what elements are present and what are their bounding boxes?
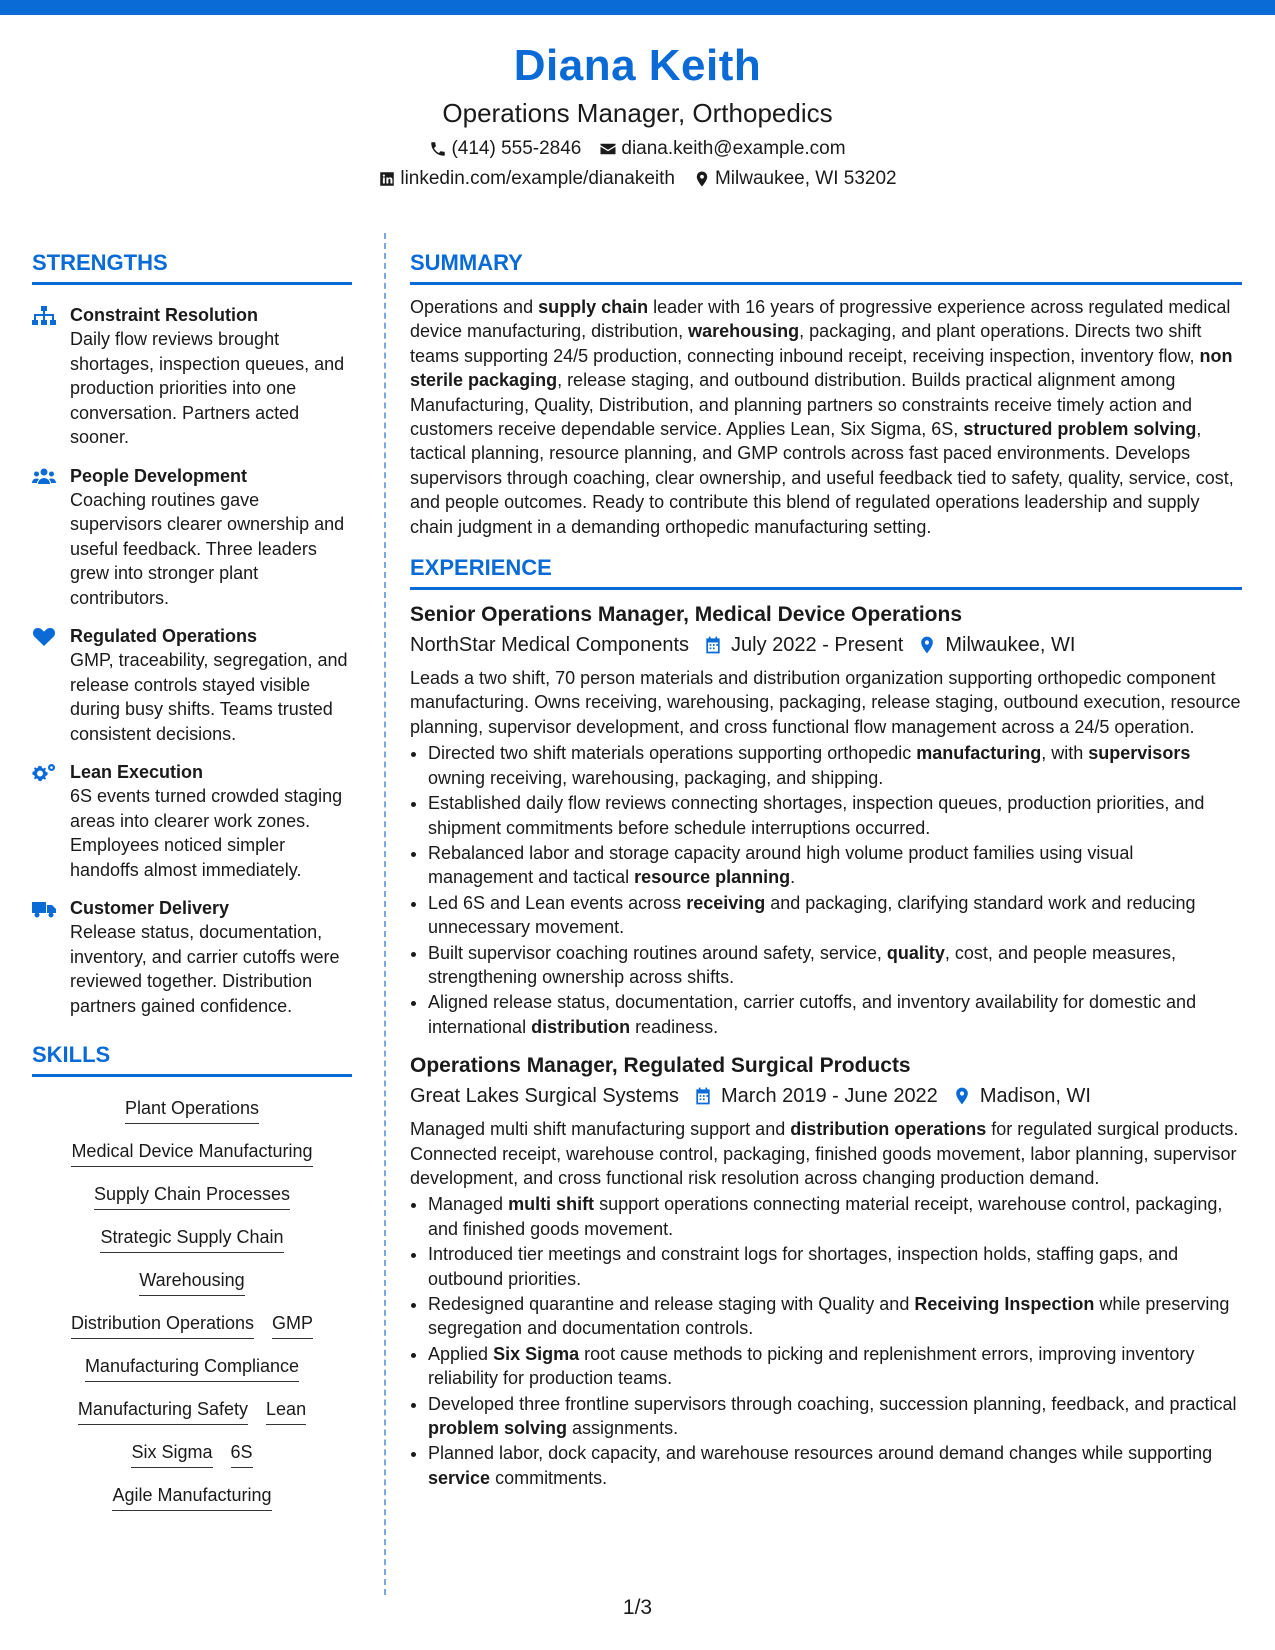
job-location — [917, 630, 1075, 660]
top-accent-bar — [0, 0, 1275, 15]
skill-tag: Lean — [266, 1396, 306, 1425]
skill-tag: Strategic Supply Chain — [100, 1224, 283, 1253]
bold-text: Six Sigma — [493, 1343, 580, 1364]
text-segment: owning receiving, warehousing, packaging, and shipping. — [428, 767, 884, 788]
resume-header — [0, 40, 1275, 194]
job-bullet — [428, 1192, 1242, 1241]
text-segment: . — [790, 867, 796, 888]
map-pin-icon — [917, 635, 937, 655]
job-description: Leads a two shift, 70 person materials and distribution organization supporting orthopedic component manufacturing. Owns receiving, warehousing, packaging, release staging, outbound execution, resource planning, supervisor development, and cross functional flow management across a 24/5 operation. — [410, 668, 1241, 737]
job-entry — [410, 600, 1242, 1039]
job-bullets — [410, 1192, 1242, 1490]
skill-row — [32, 1267, 352, 1296]
job-dates-text: March 2019 - June 2022 — [721, 1085, 938, 1108]
strength-desc: 6S events turned crowded staging areas into clearer work zones. Employees noticed simpler handoffs almost immediately. — [70, 786, 343, 880]
text-segment: while preserving segregation and documentation controls. — [428, 1294, 1230, 1339]
strength-title: Customer Delivery — [70, 898, 230, 918]
heart-icon — [32, 627, 56, 647]
bold-text: distribution — [531, 1016, 631, 1037]
job-dates — [693, 1081, 938, 1111]
text-segment: and packaging, clarifying standard work and reducing unnecessary movement. — [428, 892, 1196, 938]
skill-tag: Manufacturing Compliance — [85, 1353, 299, 1382]
skills-list — [32, 1095, 352, 1511]
job-bullets — [410, 741, 1242, 1039]
linkedin-text: linkedin.com/example/dianakeith — [400, 168, 675, 189]
candidate-role: Operations Manager, Orthopedics — [442, 98, 833, 128]
users-icon — [32, 467, 56, 487]
strength-item — [32, 303, 352, 450]
text-segment: Managed — [428, 1194, 509, 1215]
bold-text: receiving — [686, 892, 766, 913]
calendar-icon — [703, 635, 723, 655]
bold-text: non sterile packaging — [410, 345, 1233, 391]
skill-tag: GMP — [272, 1310, 313, 1339]
text-segment: Rebalanced labor and storage capacity around high volume product families using visual management and tactical — [428, 842, 1134, 888]
job-bullet — [428, 741, 1242, 790]
skill-row — [32, 1482, 352, 1511]
text-segment: for regulated surgical products. Connected receipt, warehouse control, packaging, finished goods movement, labor planning, supervisor development, and cross functional risk resolution across changing production demand. — [410, 1119, 1239, 1188]
skill-tag: Distribution Operations — [71, 1310, 254, 1339]
text-segment: root cause methods to picking and replenishment errors, improving inventory reliability for production teams. — [428, 1343, 1195, 1389]
phone-text: (414) 555-2846 — [451, 138, 582, 159]
contact-email[interactable] — [599, 134, 845, 164]
candidate-name: Diana Keith — [513, 41, 762, 90]
skill-tag: Plant Operations — [125, 1095, 259, 1124]
skills-heading: SKILLS — [32, 1040, 352, 1077]
job-title: Operations Manager, Regulated Surgical Products — [410, 1054, 911, 1078]
text-segment: Aligned release status, documentation, carrier cutoffs, and inventory availability for domestic and international — [428, 992, 1197, 1037]
contact-phone — [429, 134, 581, 164]
sitemap-icon — [32, 306, 56, 326]
map-pin-icon — [952, 1086, 972, 1106]
contact-location — [693, 164, 897, 194]
job-bullet — [428, 891, 1242, 940]
skill-tag: 6S — [231, 1439, 253, 1468]
skill-row — [32, 1224, 352, 1253]
text-segment: Led 6S and Lean events across — [428, 892, 687, 913]
job-location — [952, 1081, 1091, 1111]
location-text: Milwaukee, WI 53202 — [714, 168, 897, 189]
skill-row — [32, 1138, 352, 1167]
gears-icon — [32, 763, 56, 783]
skill-row — [32, 1396, 352, 1425]
bold-text: resource planning — [634, 867, 791, 888]
skill-tag: Agile Manufacturing — [112, 1482, 271, 1511]
text-segment: Established daily flow reviews connecting shortages, inspection queues, production priorities, and shipment commitments before schedule interruptions occurred. — [428, 793, 1205, 838]
job-title: Senior Operations Manager, Medical Device Operations — [410, 603, 963, 627]
experience-heading: EXPERIENCE — [410, 553, 1242, 590]
job-location-text: Milwaukee, WI — [945, 634, 1076, 657]
right-column — [410, 248, 1242, 1491]
skill-row — [32, 1095, 352, 1124]
strength-desc: Coaching routines gave supervisors clearer ownership and useful feedback. Three leaders grew into stronger plant contributors. — [70, 489, 345, 608]
text-segment: Built supervisor coaching routines around safety, service, — [428, 942, 887, 963]
text-segment: Introduced tier meetings and constraint logs for shortages, inspection holds, staffing gaps, and outbound priorities. — [428, 1244, 1179, 1289]
job-bullet — [428, 1242, 1242, 1291]
page-number: 1/3 — [622, 1596, 653, 1619]
skill-tag: Medical Device Manufacturing — [71, 1138, 312, 1167]
text-segment: Developed three frontline supervisors through coaching, succession planning, feedback, and practical — [428, 1393, 1237, 1414]
summary-heading: SUMMARY — [410, 248, 1242, 285]
calendar-icon — [693, 1086, 713, 1106]
job-bullet — [428, 990, 1242, 1039]
skill-tag: Warehousing — [139, 1267, 244, 1296]
skill-row — [32, 1310, 352, 1339]
map-pin-icon — [693, 170, 711, 188]
bold-text: warehousing — [688, 321, 800, 342]
strength-item — [32, 760, 352, 882]
job-entry — [410, 1051, 1242, 1490]
skill-row — [32, 1439, 352, 1468]
text-segment: Applied — [428, 1343, 494, 1364]
job-location-text: Madison, WI — [979, 1085, 1091, 1108]
text-segment: support operations connecting material receipt, warehouse control, packaging, and finished goods movement. — [428, 1194, 1223, 1239]
job-bullet — [428, 1441, 1242, 1490]
strength-item — [32, 464, 352, 611]
bold-text: Receiving Inspection — [914, 1294, 1095, 1314]
strength-desc: Daily flow reviews brought shortages, inspection queues, and production priorities into one conversation. Partners acted sooner. — [70, 329, 345, 447]
company-name: Great Lakes Surgical Systems — [410, 1085, 679, 1108]
contact-row-1 — [0, 134, 1275, 164]
job-meta — [410, 1081, 1242, 1111]
bold-text: distribution operations — [790, 1119, 987, 1140]
skill-row — [32, 1181, 352, 1210]
text-segment: leader with 16 years of progressive experience across regulated medical device manufacturing, distribution, — [410, 297, 1231, 342]
column-divider — [384, 233, 386, 1595]
text-segment: Planned labor, dock capacity, and warehouse resources around demand changes while supporting — [428, 1443, 1213, 1464]
text-segment: Operations and — [410, 297, 539, 317]
job-bullet — [428, 841, 1242, 890]
strength-item — [32, 624, 352, 746]
left-column — [32, 248, 352, 1525]
bold-text: supervisors — [1088, 743, 1191, 764]
email-text: diana.keith@example.com — [621, 138, 846, 159]
company-name: NorthStar Medical Components — [410, 634, 690, 657]
job-bullet — [428, 791, 1242, 840]
job-description — [410, 1117, 1242, 1190]
bold-text: problem solving — [428, 1418, 568, 1439]
strength-desc: Release status, documentation, inventory, and carrier cutoffs were reviewed together. Distribution partners gained confidence. — [70, 922, 340, 1016]
job-bullet — [428, 1342, 1242, 1391]
linkedin-icon — [378, 170, 396, 188]
strengths-heading: STRENGTHS — [32, 248, 352, 285]
bold-text: multi shift — [508, 1194, 595, 1215]
job-dates — [703, 630, 903, 660]
bold-text: service — [428, 1467, 491, 1488]
text-segment: , packaging, and plant operations. Directs two shift teams supporting 24/5 production, connecting inbound receipt, receiving inspection, inventory flow, — [410, 321, 1202, 366]
phone-icon — [429, 140, 447, 158]
job-bullet — [428, 941, 1242, 990]
text-segment: readiness. — [630, 1016, 719, 1037]
strength-item — [32, 896, 352, 1018]
job-bullet — [428, 1392, 1242, 1441]
contact-row-2 — [0, 164, 1275, 194]
strength-desc: GMP, traceability, segregation, and release controls stayed visible during busy shifts. Teams trusted consistent decisions. — [70, 650, 348, 744]
skill-tag: Manufacturing Safety — [78, 1396, 248, 1425]
strength-title: People Development — [70, 465, 248, 486]
text-segment: assignments. — [567, 1418, 679, 1439]
text-segment: , tactical planning, resource planning, and GMP controls across fast paced environments. Develops supervisors through coaching, clear ownership, and useful feedback tied to safety, quality, service, cost, and people outcomes. Ready to contribute this blend of regulated operations leadership and supply chain judgment in a demanding orthopedic manufacturing setting. — [410, 419, 1234, 537]
strength-title: Constraint Resolution — [70, 305, 258, 325]
text-segment: , with — [1041, 743, 1089, 764]
text-segment: Directed two shift materials operations supporting orthopedic — [428, 743, 917, 764]
text-segment: , release staging, and outbound distribution. Builds practical alignment among Manufacturing, Quality, Distribution, and planning partners so constraints receive timely action and customers receive dependable service. Applies Lean, Six Sigma, 6S, — [410, 370, 1193, 440]
text-segment: Redesigned quarantine and release staging with Quality and — [428, 1294, 915, 1314]
truck-icon — [32, 899, 56, 919]
bold-text: manufacturing — [916, 743, 1042, 764]
text-segment: commitments. — [490, 1467, 608, 1488]
strengths-list — [32, 303, 352, 1018]
job-bullet — [428, 1292, 1242, 1341]
envelope-icon — [599, 140, 617, 158]
text-segment: , cost, and people measures, strengthening ownership across shifts. — [428, 942, 1177, 987]
bold-text: quality — [886, 942, 945, 963]
job-dates-text: July 2022 - Present — [731, 634, 904, 657]
summary-text — [410, 295, 1242, 539]
strength-title: Lean Execution — [70, 762, 204, 782]
contact-linkedin[interactable] — [378, 164, 675, 194]
text-segment: Managed multi shift manufacturing support and — [410, 1119, 791, 1140]
bold-text: supply chain — [538, 297, 649, 317]
skill-tag: Six Sigma — [131, 1439, 212, 1468]
strength-title: Regulated Operations — [70, 626, 258, 646]
skill-row — [32, 1353, 352, 1382]
job-meta — [410, 630, 1242, 660]
bold-text: structured problem solving — [963, 419, 1197, 440]
skill-tag: Supply Chain Processes — [94, 1181, 290, 1210]
